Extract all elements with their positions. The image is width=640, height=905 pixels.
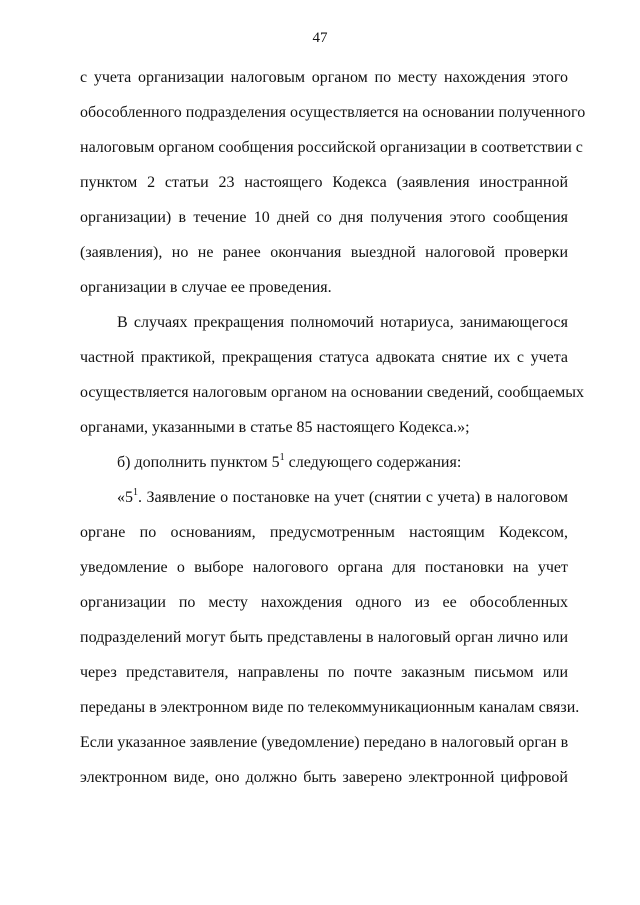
text-line: частной практикой, прекращения статуса адвоката снятие их с учета [80, 349, 568, 366]
page-number: 47 [312, 30, 328, 46]
text-line: налоговым органом сообщения российской организации в соответствии с [80, 139, 583, 156]
text-line [117, 488, 568, 508]
text-line: пунктом 2 статьи 23 настоящего Кодекса (заявления иностранной [80, 174, 568, 191]
text-line: (заявления), но не ранее окончания выездной налоговой проверки [80, 244, 568, 261]
text-line [117, 453, 568, 473]
text-segment: б) дополнить пунктом 5 [117, 454, 280, 471]
text-segment: «5 [117, 489, 133, 506]
text-line: электронном виде, оно должно быть заверено электронной цифровой [80, 769, 568, 786]
text-line: организации в случае ее проведения. [80, 279, 332, 296]
text-line: В случаях прекращения полномочий нотариуса, занимающегося [117, 314, 568, 331]
text-line: организации по месту нахождения одного из ее обособленных [80, 594, 568, 611]
text-line: уведомление о выборе налогового органа для постановки на учет [80, 559, 568, 576]
text-line: через представителя, направлены по почте заказным письмом или [80, 664, 568, 681]
superscript: 1 [133, 486, 138, 498]
superscript: 1 [279, 451, 285, 463]
text-segment: . Заявление о постановке на учет (снятии с учета) в налоговом [138, 489, 568, 506]
text-line: органе по основаниям, предусмотренным настоящим Кодексом, [80, 524, 568, 541]
text-line: переданы в электронном виде по телекоммуникационным каналам связи. [80, 699, 580, 716]
text-line: подразделений могут быть представлены в налоговый орган лично или [80, 629, 568, 646]
text-line: обособленного подразделения осуществляется на основании полученного [80, 104, 586, 121]
text-line: осуществляется налоговым органом на основании сведений, сообщаемых [80, 384, 584, 401]
text-line: с учета организации налоговым органом по месту нахождения этого [80, 69, 568, 86]
text-line: Если указанное заявление (уведомление) передано в налоговый орган в [80, 734, 569, 751]
text-line: органами, указанными в статье 85 настоящего Кодекса.»; [80, 419, 470, 436]
text-line: организации) в течение 10 дней со дня получения этого сообщения [80, 209, 568, 226]
text-segment: следующего содержания: [284, 454, 462, 471]
